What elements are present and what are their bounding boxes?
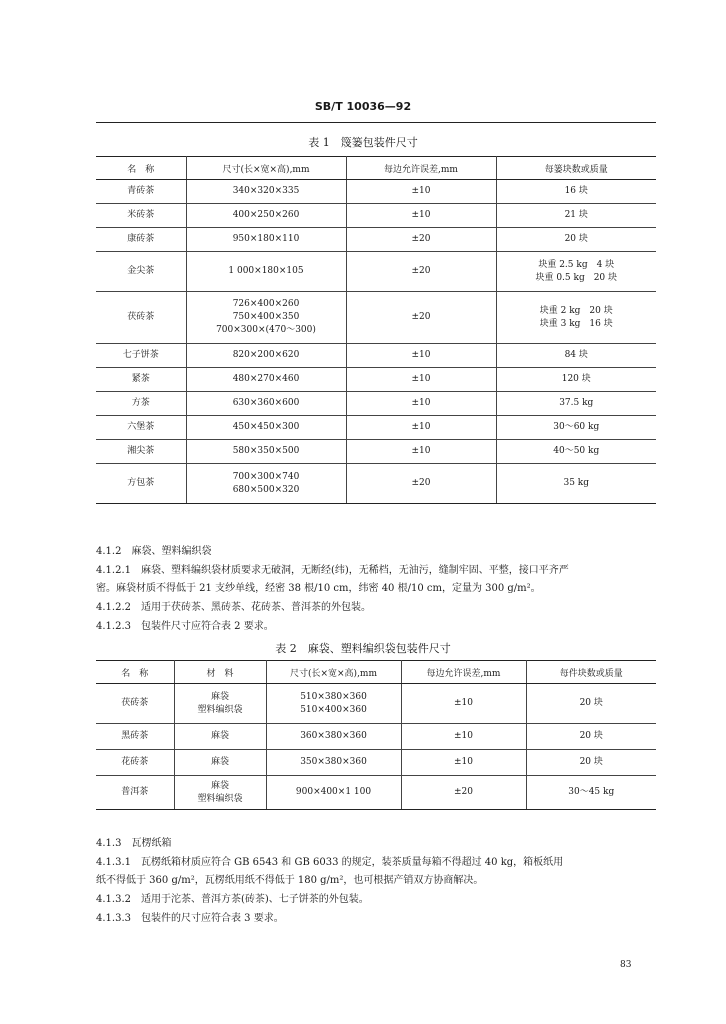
table1-cell-size-line: 480×270×460 (232, 374, 300, 384)
table1-header-name: 名 称 (96, 157, 186, 180)
table1-row (96, 204, 656, 228)
para-4-1-3-1-line2: 纸不得低于 360 g/m²，瓦楞纸用纸不得低于 180 g/m²，也可根据产销双方协商解决。 (96, 875, 484, 886)
table1-cell-size (186, 440, 346, 464)
table1-row (96, 464, 656, 504)
table1-cell-size-line: 450×450×300 (232, 422, 300, 432)
table2-cell-material (174, 724, 266, 750)
table2-cell-material (174, 750, 266, 776)
table1-cell-tolerance-line: ±10 (411, 422, 431, 432)
table1-cell-name-line: 米砖茶 (127, 210, 155, 220)
table1-cell-tolerance-line: ±10 (411, 374, 431, 384)
table2-cell-size (266, 684, 401, 724)
table2-cell-material-line: 塑料编织袋 (197, 793, 243, 804)
table2-cell-size-line: 900×400×1 100 (295, 787, 372, 797)
table1-cell-name-line: 六堡茶 (127, 422, 155, 432)
para-4-1-2-2: 4.1.2.2 适用于茯砖茶、黑砖茶、花砖茶、普洱茶的外包装。 (96, 602, 371, 613)
table1-cell-size (186, 252, 346, 292)
table2-cell-material-line: 麻袋 (210, 731, 229, 741)
table1-cell-name (96, 368, 186, 392)
table2-header-name: 名 称 (96, 661, 174, 684)
table2-cell-name (96, 684, 174, 724)
table1-cell-quantity (496, 344, 656, 368)
table1-header-row (96, 157, 656, 180)
table2-header-quantity: 每件块数或质量 (526, 661, 656, 684)
table1-cell-tolerance-line: ±10 (411, 186, 431, 196)
table1-cell-size-line: 726×400×260 (232, 299, 300, 309)
table1-cell-quantity (496, 204, 656, 228)
table1-cell-quantity (496, 368, 656, 392)
table2-header-material: 材 料 (174, 661, 266, 684)
table2-caption: 表 2 麻袋、塑料编织袋包装件尺寸 (275, 642, 451, 655)
table1-cell-quantity-line: 40～50 kg (553, 446, 600, 456)
table1-cell-quantity-line: 20 块 (564, 234, 588, 244)
table1-cell-quantity-line: 120 块 (561, 374, 591, 384)
para-4-1-2-3: 4.1.2.3 包装件尺寸应符合表 2 要求。 (96, 621, 274, 632)
table1-cell-quantity-line: 37.5 kg (559, 398, 594, 408)
table1-cell-size (186, 368, 346, 392)
table1-header-size: 尺寸(长×宽×高),mm (186, 157, 346, 180)
table2-cell-material (174, 776, 266, 810)
table1-cell-tolerance (346, 392, 496, 416)
table2-header-row (96, 661, 656, 684)
table1-cell-size-line: 750×400×350 (232, 312, 300, 322)
table2-row (96, 724, 656, 750)
table1-header-tolerance: 每边允许误差,mm (346, 157, 496, 180)
table1-cell-quantity (496, 252, 656, 292)
table2-cell-material (174, 684, 266, 724)
table1-cell-name (96, 416, 186, 440)
table1-cell-tolerance-line: ±10 (411, 398, 431, 408)
table1-cell-name-line: 金尖茶 (127, 266, 155, 276)
table1-cell-size-line: 820×200×620 (232, 350, 300, 360)
table1-cell-size (186, 416, 346, 440)
table2-cell-name (96, 776, 174, 810)
table1-cell-name-line: 方茶 (131, 398, 150, 408)
table1-cell-tolerance-line: ±10 (411, 446, 431, 456)
table1-cell-quantity-line: 块重 3 kg 16 块 (539, 318, 613, 329)
table1-cell-name (96, 204, 186, 228)
para-4-1-3-3: 4.1.3.3 包装件的尺寸应符合表 3 要求。 (96, 913, 284, 924)
table2-cell-tolerance-line: ±20 (454, 787, 473, 797)
table2-cell-quantity-line: 30～45 kg (568, 787, 615, 797)
table1-cell-tolerance (346, 292, 496, 344)
table1-cell-quantity (496, 228, 656, 252)
table1-header-quantity: 每篓块数或质量 (496, 157, 656, 180)
table1-row (96, 292, 656, 344)
table2-row (96, 684, 656, 724)
table1-cell-tolerance-line: ±10 (411, 210, 431, 220)
table1-row (96, 252, 656, 292)
table1-cell-size (186, 292, 346, 344)
table2-cell-quantity (526, 684, 656, 724)
table1-cell-name (96, 180, 186, 204)
table1-cell-tolerance (346, 252, 496, 292)
table2-cell-name (96, 750, 174, 776)
table1-row (96, 180, 656, 204)
table1-cell-size-line: 680×500×320 (232, 484, 300, 495)
table2-cell-tolerance-line: ±10 (454, 698, 473, 708)
table1-cell-size-line: 700×300×740 (232, 471, 300, 482)
table2-cell-name-line: 花砖茶 (121, 757, 149, 767)
table2-cell-name-line: 黑砖茶 (121, 731, 149, 741)
table2-cell-size (266, 776, 401, 810)
table1-cell-quantity-line: 块重 0.5 kg 20 块 (535, 272, 618, 283)
table2-header-tolerance: 每边允许误差,mm (401, 661, 526, 684)
table1-cell-name (96, 252, 186, 292)
table2-cell-quantity (526, 724, 656, 750)
table1-cell-tolerance-line: ±20 (411, 312, 431, 322)
table1-cell-tolerance (346, 440, 496, 464)
table1-cell-name (96, 292, 186, 344)
table2-cell-tolerance (401, 684, 526, 724)
table1-cell-name (96, 344, 186, 368)
table2-cell-name (96, 724, 174, 750)
table2-cell-quantity (526, 776, 656, 810)
table1-cell-size (186, 344, 346, 368)
page-number: 83 (620, 960, 632, 970)
para-4-1-3-1-line1: 4.1.3.1 瓦楞纸箱材质应符合 GB 6543 和 GB 6033 的规定，装茶质量每箱不得超过 40 kg，箱板纸用 (96, 857, 564, 868)
table1-row (96, 344, 656, 368)
table1-cell-tolerance-line: ±20 (411, 234, 431, 244)
table2-cell-tolerance (401, 724, 526, 750)
table1-row (96, 440, 656, 464)
table1-cell-name-line: 湘尖茶 (127, 446, 155, 456)
table1-cell-tolerance (346, 464, 496, 504)
table2-cell-tolerance (401, 750, 526, 776)
section-4-1-3-title: 4.1.3 瓦楞纸箱 (96, 838, 172, 849)
table2-cell-name-line: 茯砖茶 (121, 698, 149, 708)
table2-cell-size-line: 510×400×360 (300, 704, 367, 715)
table1-cell-size-line: 580×350×500 (232, 446, 300, 456)
table1-cell-quantity (496, 180, 656, 204)
table1-cell-name (96, 392, 186, 416)
table1-cell-quantity-line: 84 块 (564, 350, 588, 360)
table1-cell-quantity-line: 块重 2.5 kg 4 块 (538, 259, 615, 270)
table1-cell-size-line: 1 000×180×105 (228, 266, 304, 276)
table1-cell-size-line: 950×180×110 (232, 234, 300, 244)
table1-cell-tolerance (346, 416, 496, 440)
table1-cell-quantity-line: 35 kg (563, 478, 590, 488)
table2-header-size: 尺寸(长×宽×高),mm (266, 661, 401, 684)
table1-cell-name-line: 茯砖茶 (127, 312, 155, 322)
table2-cell-quantity-line: 20 块 (579, 757, 603, 767)
table2-cell-size-line: 360×380×360 (300, 731, 367, 741)
table1-cell-tolerance (346, 180, 496, 204)
table1-cell-name-line: 紧茶 (131, 374, 150, 384)
table1-cell-size-line: 700×300×(470～300) (216, 325, 316, 335)
table1-cell-tolerance-line: ±20 (411, 266, 431, 276)
table1-cell-tolerance (346, 204, 496, 228)
table1-cell-quantity (496, 440, 656, 464)
table1-cell-quantity-line: 块重 2 kg 20 块 (539, 305, 613, 316)
table1-cell-size-line: 340×320×335 (232, 186, 300, 196)
table1-cell-quantity-line: 21 块 (564, 210, 588, 220)
table2-cell-material-line: 麻袋 (210, 757, 229, 767)
table1-cell-quantity (496, 416, 656, 440)
table2-cell-quantity-line: 20 块 (579, 698, 603, 708)
table1-caption: 表 1 篾篓包装件尺寸 (308, 136, 418, 149)
table1-cell-size-line: 400×250×260 (232, 210, 300, 220)
table1-cell-quantity-line: 16 块 (564, 186, 588, 196)
table2-cell-quantity-line: 20 块 (579, 731, 603, 741)
section-4-1-2-title: 4.1.2 麻袋、塑料编织袋 (96, 546, 212, 557)
table1 (96, 156, 656, 504)
table1-cell-size (186, 392, 346, 416)
table1-cell-quantity-line: 30～60 kg (553, 422, 600, 432)
table1-cell-name (96, 440, 186, 464)
table1-cell-tolerance-line: ±10 (411, 350, 431, 360)
table1-cell-size-line: 630×360×600 (232, 398, 300, 408)
table1-row (96, 416, 656, 440)
table1-cell-tolerance (346, 368, 496, 392)
header-rule (96, 122, 656, 123)
table1-cell-quantity (496, 392, 656, 416)
table1-row (96, 392, 656, 416)
para-4-1-3-2: 4.1.3.2 适用于沱茶、普洱方茶(砖茶)、七子饼茶的外包装。 (96, 894, 369, 905)
table2-cell-tolerance (401, 776, 526, 810)
table2 (96, 660, 656, 810)
table2-cell-size (266, 750, 401, 776)
table2-cell-quantity (526, 750, 656, 776)
table2-cell-material-line: 麻袋 (210, 780, 229, 791)
table2-cell-tolerance-line: ±10 (454, 731, 473, 741)
table1-cell-name-line: 方包茶 (127, 478, 155, 488)
table1-cell-name (96, 228, 186, 252)
table1-cell-tolerance-line: ±20 (411, 478, 431, 488)
table2-cell-tolerance-line: ±10 (454, 757, 473, 767)
table1-cell-size (186, 228, 346, 252)
table1-cell-name-line: 青砖茶 (127, 186, 155, 196)
table2-cell-name-line: 普洱茶 (121, 787, 149, 797)
table1-cell-size (186, 464, 346, 504)
table1-row (96, 368, 656, 392)
table2-cell-material-line: 麻袋 (210, 691, 229, 702)
table1-cell-quantity (496, 292, 656, 344)
para-4-1-2-1-line2: 密。麻袋材质不得低于 21 支纱单线，经密 38 根/10 cm，纬密 40 根/10 cm，定量为 300 g/m²。 (96, 583, 541, 594)
table1-cell-name-line: 康砖茶 (127, 234, 155, 244)
table2-cell-size-line: 510×380×360 (300, 691, 367, 702)
table2-cell-size-line: 350×380×360 (300, 757, 367, 767)
table1-cell-name-line: 七子饼茶 (122, 350, 159, 360)
table1-cell-tolerance (346, 228, 496, 252)
table1-cell-tolerance (346, 344, 496, 368)
para-4-1-2-1-line1: 4.1.2.1 麻袋、塑料编织袋材质要求无破洞，无断经(纬)，无稀档，无油污，缝制牢固、平整，接口平齐严 (96, 565, 569, 576)
table2-cell-size (266, 724, 401, 750)
table1-cell-size (186, 180, 346, 204)
table1-row (96, 228, 656, 252)
document-header: SB/T 10036—92 (314, 100, 412, 113)
table2-row (96, 750, 656, 776)
table1-cell-size (186, 204, 346, 228)
table2-row (96, 776, 656, 810)
table2-cell-material-line: 塑料编织袋 (197, 704, 243, 715)
table1-cell-name (96, 464, 186, 504)
table1-cell-quantity (496, 464, 656, 504)
